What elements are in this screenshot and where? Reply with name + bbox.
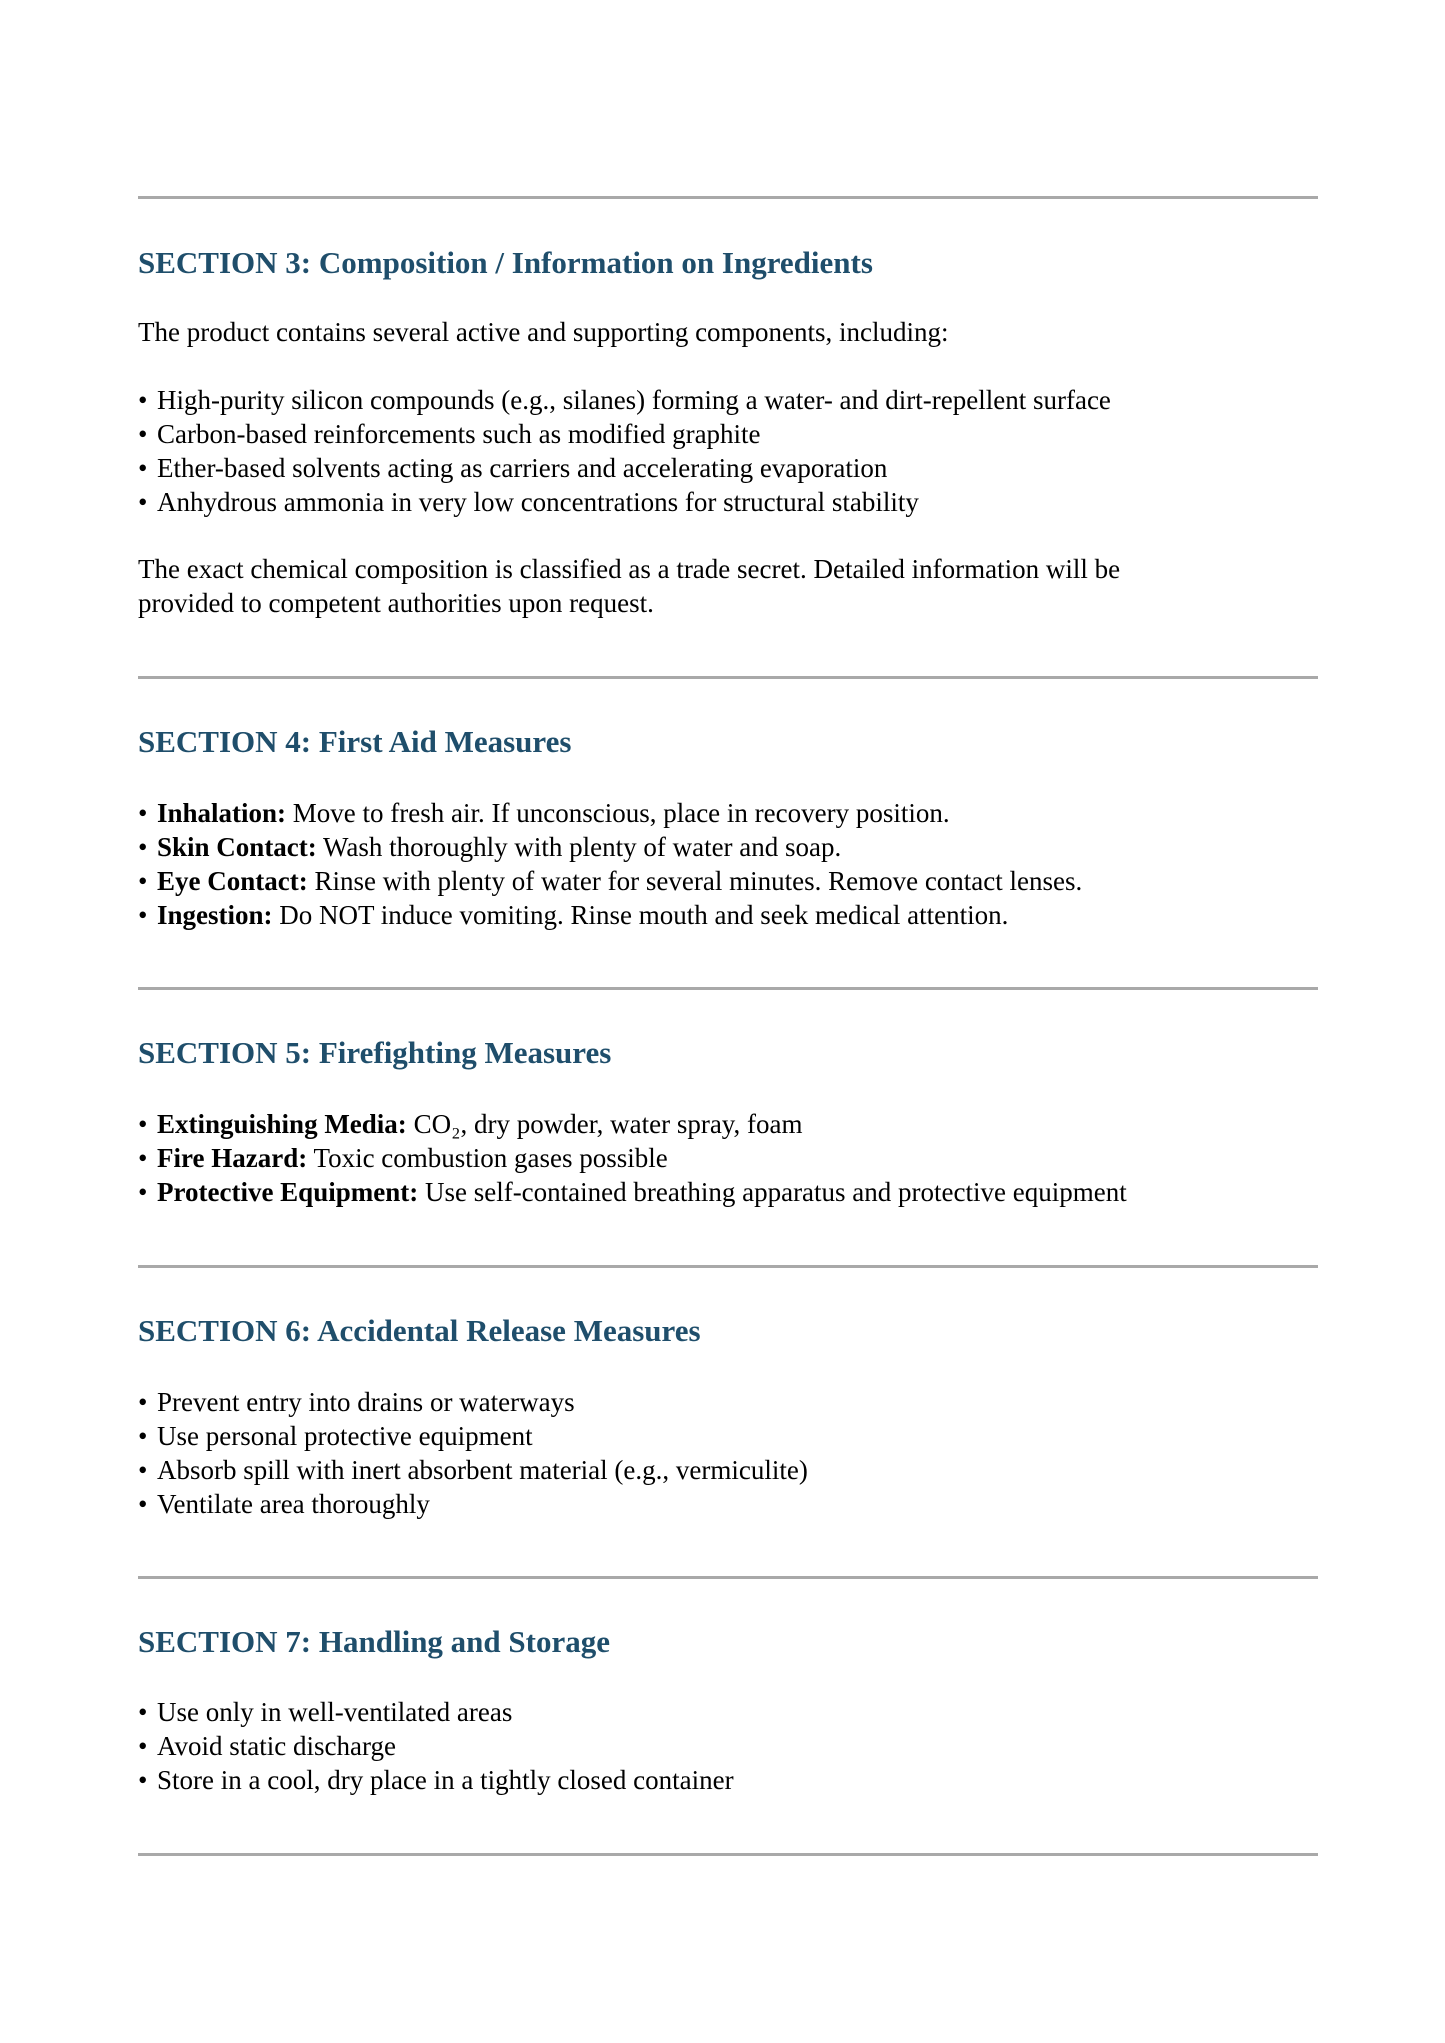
- list-item: • Carbon-based reinforcements such as modified graphite: [138, 419, 761, 449]
- section-6-list: [138, 1385, 808, 1521]
- section-7-list: [138, 1695, 734, 1797]
- bullet: •: [138, 385, 148, 415]
- bullet: •: [138, 866, 148, 896]
- section-divider: [138, 1576, 1318, 1579]
- section-7-heading: SECTION 7: Handling and Storage: [138, 1624, 610, 1659]
- list-item: • Ingestion: Do NOT induce vomiting. Rinse mouth and seek medical attention.: [138, 900, 1009, 930]
- item-label: Inhalation:: [157, 798, 287, 828]
- item-label: Protective Equipment:: [157, 1177, 419, 1207]
- section-divider: [138, 196, 1318, 199]
- list-item: • Absorb spill with inert absorbent material (e.g., vermiculite): [138, 1455, 808, 1485]
- bullet: •: [138, 453, 148, 483]
- section-4-heading: SECTION 4: First Aid Measures: [138, 724, 572, 759]
- bullet: •: [138, 487, 148, 517]
- bullet: •: [138, 1143, 148, 1173]
- list-item: • Inhalation: Move to fresh air. If unconscious, place in recovery position.: [138, 798, 950, 828]
- list-item: • Skin Contact: Wash thoroughly with plenty of water and soap.: [138, 832, 842, 862]
- bullet: •: [138, 1177, 148, 1207]
- section-3-note-line-1: The exact chemical composition is classified as a trade secret. Detailed information will be: [138, 554, 1121, 584]
- list-item: • Fire Hazard: Toxic combustion gases possible: [138, 1143, 668, 1173]
- item-label: Skin Contact:: [157, 832, 317, 862]
- section-4-list: [138, 796, 1082, 932]
- bullet: •: [138, 1489, 148, 1519]
- bullet: •: [138, 798, 148, 828]
- list-item: • Use personal protective equipment: [138, 1421, 533, 1451]
- item-label: Eye Contact:: [157, 866, 308, 896]
- bullet: •: [138, 832, 148, 862]
- bullet: •: [138, 1109, 148, 1139]
- item-label: Ingestion:: [157, 900, 273, 930]
- section-divider: [138, 1265, 1318, 1268]
- bullet: •: [138, 1765, 148, 1795]
- list-item: • Eye Contact: Rinse with plenty of water for several minutes. Remove contact lenses.: [138, 866, 1083, 896]
- section-3-note-line-2: provided to competent authorities upon request.: [138, 588, 654, 618]
- list-item: • High-purity silicon compounds (e.g., silanes) forming a water- and dirt-repellent surface: [138, 385, 1111, 415]
- list-item: • Avoid static discharge: [138, 1731, 396, 1761]
- list-item: • Prevent entry into drains or waterways: [138, 1387, 575, 1417]
- section-divider: [138, 987, 1318, 990]
- section-5-heading: SECTION 5: Firefighting Measures: [138, 1035, 612, 1070]
- section-3-intro: The product contains several active and supporting components, including:: [138, 317, 949, 347]
- section-3-list: [138, 383, 1111, 519]
- list-item: • Extinguishing Media: CO₂, dry powder, water spray, foam: [138, 1109, 803, 1139]
- bullet: •: [138, 1697, 148, 1727]
- list-item: • Anhydrous ammonia in very low concentrations for structural stability: [138, 487, 919, 517]
- bullet: •: [138, 1731, 148, 1761]
- bullet: •: [138, 900, 148, 930]
- item-label: Fire Hazard:: [157, 1143, 308, 1173]
- section-6-heading: SECTION 6: Accidental Release Measures: [138, 1313, 701, 1348]
- list-item: • Protective Equipment: Use self-contained breathing apparatus and protective equipment: [138, 1177, 1127, 1207]
- section-divider: [138, 676, 1318, 679]
- section-3-heading: SECTION 3: Composition / Information on Ingredients: [138, 245, 873, 280]
- bullet: •: [138, 1421, 148, 1451]
- bullet: •: [138, 419, 148, 449]
- bullet: •: [138, 1455, 148, 1485]
- list-item: • Store in a cool, dry place in a tightly closed container: [138, 1765, 734, 1795]
- list-item: • Ventilate area thoroughly: [138, 1489, 430, 1519]
- section-5-list: [138, 1107, 1127, 1209]
- item-label: Extinguishing Media:: [157, 1109, 407, 1139]
- section-divider: [138, 1853, 1318, 1856]
- list-item: • Use only in well-ventilated areas: [138, 1697, 513, 1727]
- bullet: •: [138, 1387, 148, 1417]
- list-item: • Ether-based solvents acting as carriers and accelerating evaporation: [138, 453, 888, 483]
